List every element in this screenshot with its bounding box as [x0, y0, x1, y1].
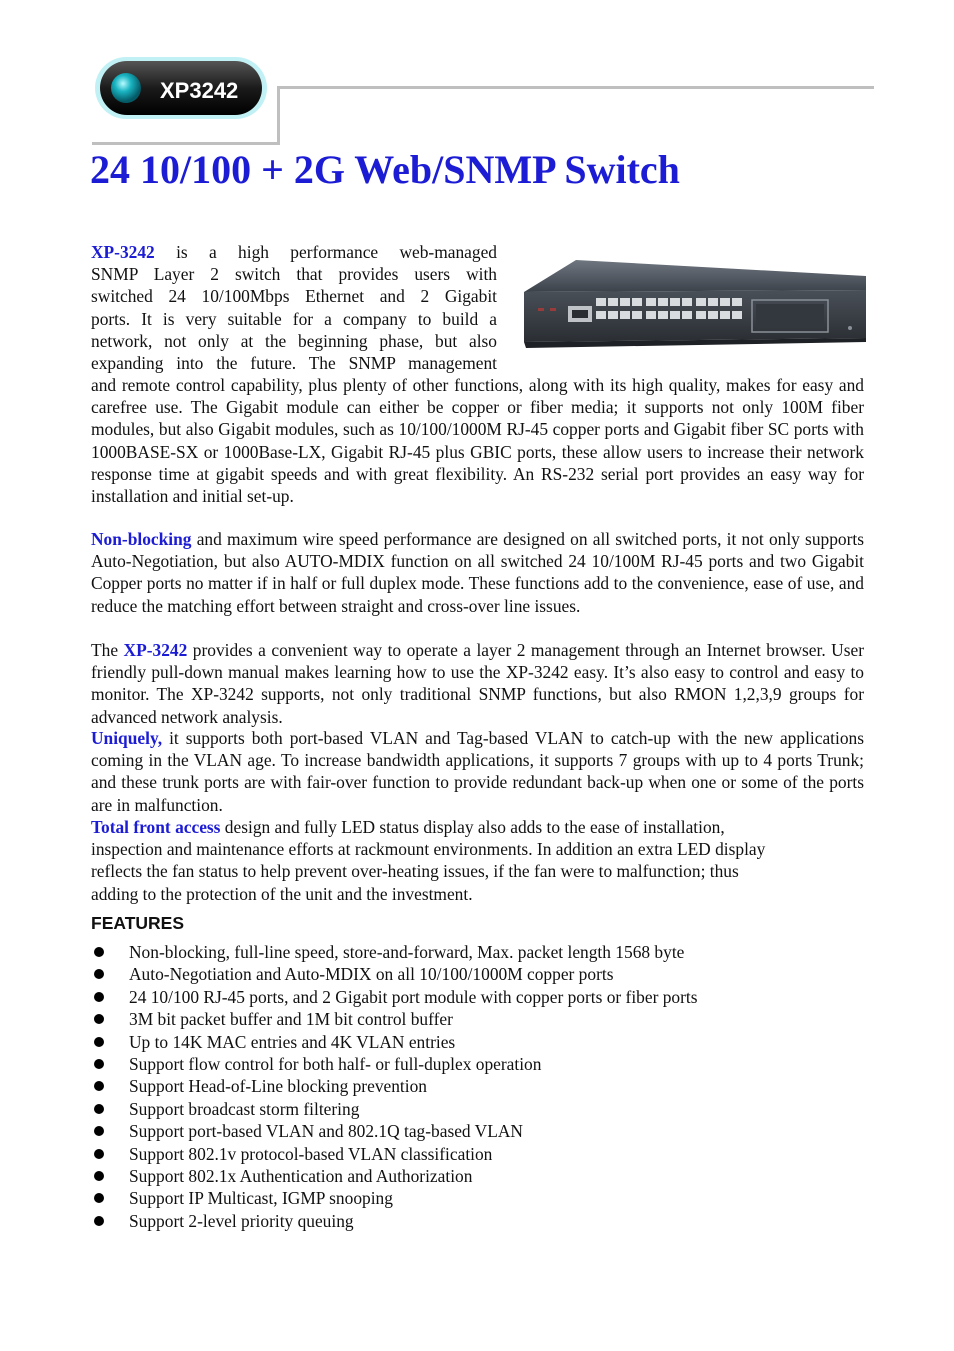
switch-product-image — [520, 256, 870, 356]
bullet-icon — [94, 992, 104, 1002]
front-access-highlight: Total front access — [91, 817, 221, 837]
front-access-paragraph — [91, 816, 864, 905]
badge-orb-icon — [111, 73, 141, 103]
list-item: Support 802.1v protocol-based VLAN classification — [91, 1143, 864, 1165]
bullet-icon — [94, 1059, 104, 1069]
front-access-line: reflects the fan status to help prevent over-heating issues, if the fan were to malfunction; thus — [91, 861, 739, 882]
xp-text: provides a convenient way to operate a layer 2 management through an Internet browser. User friendly pull-down manual makes learning how to use the XP-3242 easy. It’s also easy to control and easy to monitor. The XP-3242 supports, not only traditional SNMP functions, but also RMON 1,2,3,9 groups for advanced network analysis. — [91, 640, 865, 727]
list-item: Support Head-of-Line blocking prevention — [91, 1075, 864, 1097]
list-item: Non-blocking, full-line speed, store-and-forward, Max. packet length 1568 byte — [91, 941, 864, 963]
nonblocking-text: and maximum wire speed performance are designed on all switched ports, it not only supports Auto-Negotiation, but also AUTO-MDIX function on all switched 24 10/100M RJ-45 ports and two Gigabit Copper ports no matter if in half or full duplex mode. These functions add to the convenience, ease of use, and reduce the matching effort between straight and cross-over line issues. — [91, 529, 864, 616]
intro-paragraph-wide: and remote control capability, plus plenty of other functions, along with its high quality, makes for easy and carefree use. The Gigabit module can either be copper or fiber media; it supports not only 100M fiber modules, but also Gigabit modules, such as 10/100/1000M RJ-45 copper ports and Gigabit fiber SC ports with 1000BASE-SX or 1000Base-LX, Gigabit RJ-45 plus GBIC ports, these allow users to increase their network response time at gigabit speeds and with great flexibility. An RS-232 serial port provides an easy way for installation and initial set-up. — [91, 375, 864, 507]
features-heading: FEATURES — [91, 913, 185, 933]
bullet-icon — [94, 969, 104, 979]
header-rule-top — [278, 86, 874, 89]
product-badge — [92, 52, 272, 124]
page-title: 24 10/100 + 2G Web/SNMP Switch — [90, 147, 680, 192]
list-item: Support port-based VLAN and 802.1Q tag-based VLAN — [91, 1120, 864, 1142]
list-item: Support IP Multicast, IGMP snooping — [91, 1187, 864, 1209]
intro-paragraph-narrow — [91, 241, 497, 374]
badge-label: XP3242 — [160, 78, 239, 103]
xp-pre-text: The — [91, 640, 124, 660]
intro-line: switched 24 10/100Mbps Ethernet and 2 Gigabit — [91, 286, 497, 307]
list-item: Auto-Negotiation and Auto-MDIX on all 10/100/1000M copper ports — [91, 963, 864, 985]
xp-highlight: XP-3242 — [123, 640, 188, 660]
list-item: 3M bit packet buffer and 1M bit control buffer — [91, 1008, 864, 1030]
list-item: Up to 14K MAC entries and 4K VLAN entries — [91, 1031, 864, 1053]
bullet-icon — [94, 1126, 104, 1136]
uniquely-paragraph — [91, 727, 864, 816]
list-item: Support 802.1x Authentication and Authorization — [91, 1165, 864, 1187]
bullet-icon — [94, 1081, 104, 1091]
list-item: Support flow control for both half- or full-duplex operation — [91, 1053, 864, 1075]
bullet-icon — [94, 1193, 104, 1203]
front-access-line: inspection and maintenance efforts at rackmount environments. In addition an extra LED display — [91, 839, 766, 860]
header-rule-vertical — [277, 86, 280, 144]
bullet-icon — [94, 947, 104, 957]
bullet-icon — [94, 1037, 104, 1047]
front-access-line: design and fully LED status display also adds to the ease of installation, — [220, 817, 725, 837]
list-item: Support broadcast storm filtering — [91, 1098, 864, 1120]
nonblocking-highlight: Non-blocking — [91, 529, 192, 549]
list-item: Support 2-level priority queuing — [91, 1210, 864, 1232]
intro-line: network, not only at the beginning phase, but also — [91, 330, 497, 351]
list-item: 24 10/100 RJ-45 ports, and 2 Gigabit port module with copper ports or fiber ports — [91, 986, 864, 1008]
features-list — [91, 941, 864, 1232]
uniquely-text: it supports both port-based VLAN and Tag-based VLAN to catch-up with the new applications coming in the VLAN age. To increase bandwidth applications, it supports 7 groups with up to 4 ports Trunk; and these trunk ports are with fair-over function to provide redundant back-up when one or some of the ports are in malfunction. — [91, 728, 864, 815]
intro-line: is a high performance web-managed — [176, 242, 497, 262]
bullet-icon — [94, 1171, 104, 1181]
uniquely-highlight: Uniquely, — [91, 728, 163, 748]
bullet-icon — [94, 1014, 104, 1024]
intro-line: expanding into the future. The SNMP management — [91, 353, 497, 374]
front-access-line: adding to the protection of the unit and the investment. — [91, 883, 473, 904]
xp3242-paragraph — [91, 639, 864, 728]
bullet-icon — [94, 1216, 104, 1226]
bullet-icon — [94, 1149, 104, 1159]
intro-lead-highlight: XP-3242 — [91, 242, 155, 262]
intro-line: SNMP Layer 2 switch that provides users with — [91, 264, 497, 285]
bullet-icon — [94, 1104, 104, 1114]
intro-line: ports. It is very suitable for a company to build a — [91, 308, 497, 329]
nonblocking-paragraph — [91, 528, 864, 617]
